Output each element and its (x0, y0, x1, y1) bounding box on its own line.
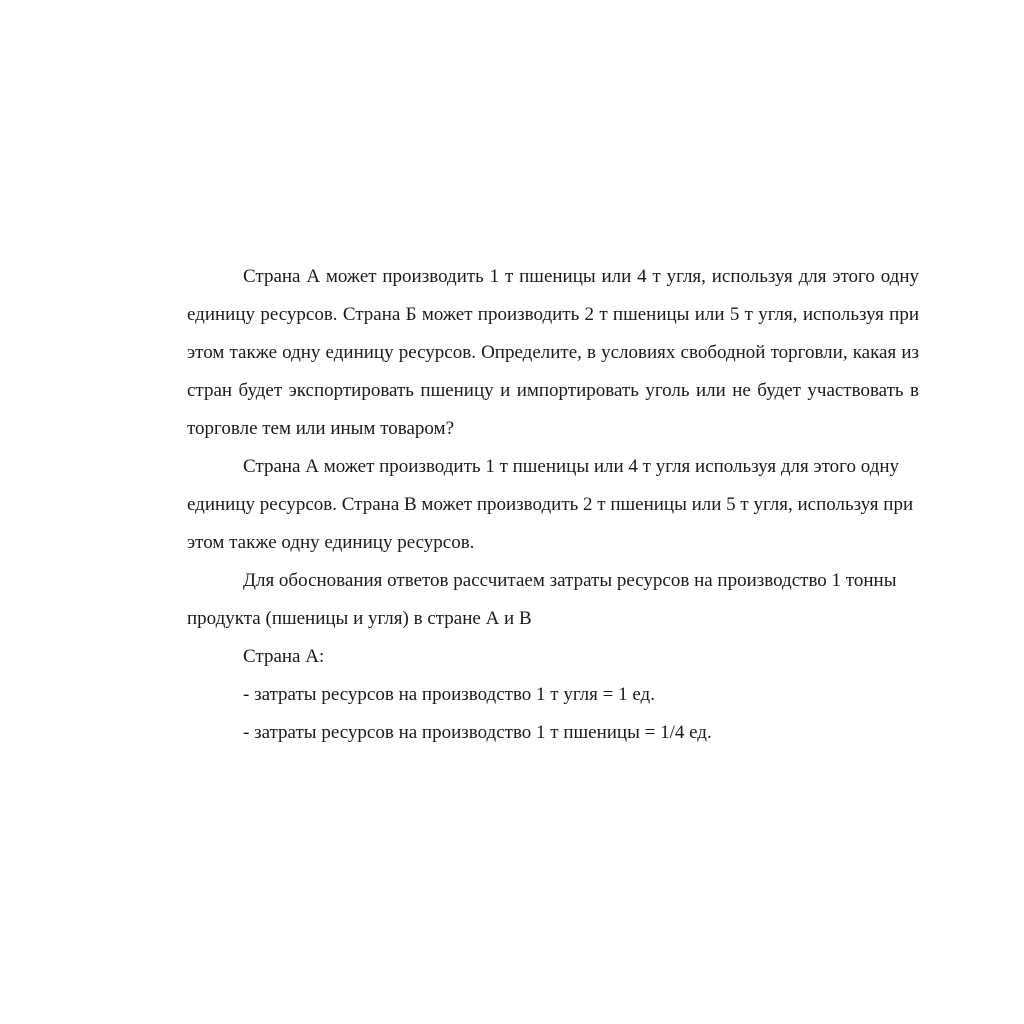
document-body (187, 258, 919, 772)
list-item-cost-wheat: - затраты ресурсов на производство 1 т пшеницы = 1/4 ед. (243, 722, 712, 743)
paragraph-justification: Для обоснования ответов рассчитаем затраты ресурсов на производство 1 тонны продукта (пшеницы и угля) в стране А и В (187, 570, 897, 629)
paragraph-restatement: Страна А может производить 1 т пшеницы или 4 т угля используя для этого одну единицу ресурсов. Страна В может производить 2 т пшеницы или 5 т угля, используя при этом также одну единицу ресурсов. (187, 456, 914, 553)
list-item-cost-coal: - затраты ресурсов на производство 1 т угля = 1 ед. (243, 684, 655, 705)
country-a-heading: Страна А: (243, 646, 325, 667)
paragraph-task-statement: Страна А может производить 1 т пшеницы или 4 т угля, используя для этого одну единицу ресурсов. Страна Б может производить 2 т пшеницы или 5 т угля, используя при этом также одну единицу ресурсов. Определите, в условиях свободной торговли, какая из стран будет экспортировать пшеницу и импортировать уголь или не будет участвовать в торговле тем или иным товаром? (187, 266, 919, 439)
